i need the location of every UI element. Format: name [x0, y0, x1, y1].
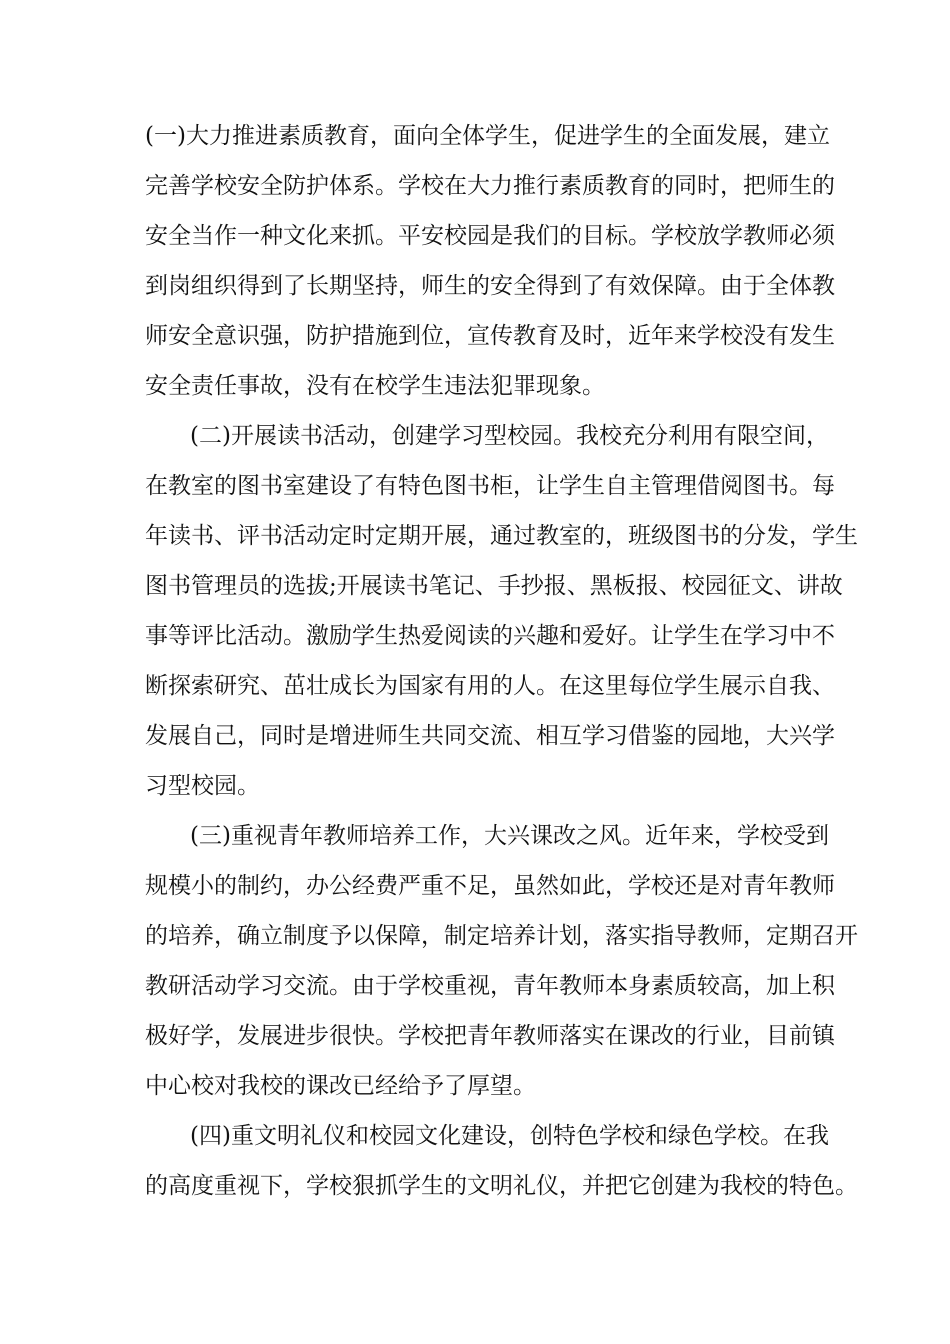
- text-line: 事等评比活动。激励学生热爱阅读的兴趣和爱好。让学生在学习中不: [145, 623, 835, 649]
- text-line: 的培养，确立制度予以保障，制定培养计划，落实指导教师，定期召开: [145, 923, 858, 949]
- text-line: 中心校对我校的课改已经给予了厚望。: [145, 1073, 536, 1099]
- text-line: (四)重文明礼仪和校园文化建设，创特色学校和绿色学校。在我: [190, 1123, 829, 1149]
- text-line: 教研活动学习交流。由于学校重视，青年教师本身素质较高，加上积: [145, 973, 835, 999]
- text-line: 的高度重视下，学校狠抓学生的文明礼仪，并把它创建为我校的特色。: [145, 1173, 858, 1199]
- text-line: 完善学校安全防护体系。学校在大力推行素质教育的同时，把师生的: [145, 173, 835, 199]
- text-line: 极好学，发展进步很快。学校把青年教师落实在课改的行业，目前镇: [145, 1023, 835, 1049]
- text-line: (三)重视青年教师培养工作，大兴课改之风。近年来，学校受到: [190, 823, 829, 849]
- text-line: 断探索研究、茁壮成长为国家有用的人。在这里每位学生展示自我、: [145, 673, 835, 699]
- text-line: 到岗组织得到了长期坚持，师生的安全得到了有效保障。由于全体教: [145, 273, 835, 299]
- text-line: 图书管理员的选拔;开展读书笔记、手抄报、黑板报、校园征文、讲故: [145, 573, 843, 599]
- text-line: 习型校园。: [145, 773, 260, 799]
- text-line: 安全责任事故，没有在校学生违法犯罪现象。: [145, 373, 605, 399]
- text-line: 规模小的制约，办公经费严重不足，虽然如此，学校还是对青年教师: [145, 873, 835, 899]
- text-line: 师安全意识强，防护措施到位，宣传教育及时，近年来学校没有发生: [145, 323, 835, 349]
- text-line: (二)开展读书活动，创建学习型校园。我校充分利用有限空间，: [190, 423, 829, 449]
- text-line: (一)大力推进素质教育，面向全体学生，促进学生的全面发展，建立: [145, 123, 830, 149]
- text-line: 年读书、评书活动定时定期开展，通过教室的，班级图书的分发，学生: [145, 523, 858, 549]
- text-line: 发展自己，同时是增进师生共同交流、相互学习借鉴的园地，大兴学: [145, 723, 835, 749]
- text-line: 在教室的图书室建设了有特色图书柜，让学生自主管理借阅图书。每: [145, 473, 835, 499]
- text-line: 安全当作一种文化来抓。平安校园是我们的目标。学校放学教师必须: [145, 223, 835, 249]
